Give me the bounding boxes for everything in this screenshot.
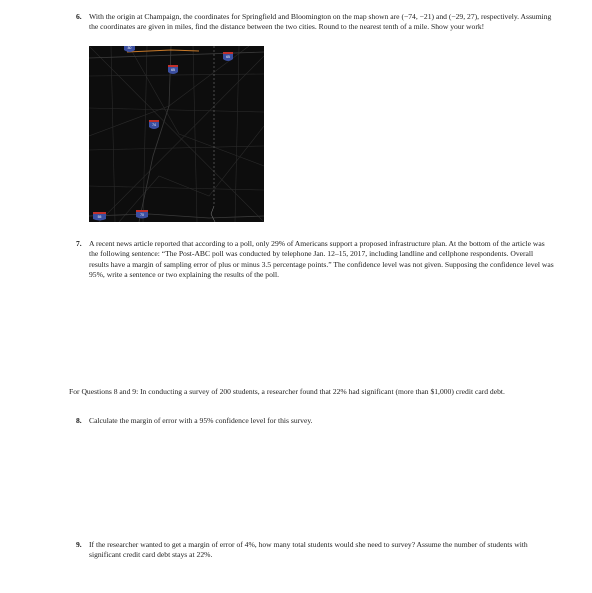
- question-7-text: A recent news article reported that according to a poll, only 29% of Americans support a proposed infrastructure plan. At the bottom of the article was the following sentence: “The Post-ABC poll was conducted by telephone Jan. 12–15, 2017, including landline and cellphone respondents. Overall results have a margin of sampling error of plus or minus 3.5 percentage points.” The confidence level was not given. Supposing the confidence level was 95%, write a sentence or two explaining the results of the poll.: [89, 239, 554, 280]
- question-9: [76, 540, 556, 561]
- question-8: [76, 416, 556, 426]
- shield-65-b: [223, 52, 233, 61]
- svg-text:70: 70: [140, 213, 144, 217]
- question-6: [76, 12, 558, 33]
- shield-65-a: [168, 65, 178, 74]
- question-7: [76, 239, 554, 281]
- svg-text:74: 74: [152, 123, 156, 127]
- map-image: [89, 46, 264, 222]
- svg-text:55: 55: [97, 215, 102, 219]
- map-graphic: [89, 46, 264, 222]
- question-9-number: 9.: [76, 540, 82, 549]
- shield-55: [93, 212, 106, 221]
- shield-70: [136, 210, 148, 219]
- svg-text:65: 65: [226, 55, 230, 59]
- shield-74: [149, 120, 159, 129]
- questions-8-9-intro: For Questions 8 and 9: In conducting a survey of 200 students, a researcher found that 22% had significant (more than $1,000) credit card debt.: [69, 387, 505, 396]
- svg-text:65: 65: [171, 68, 175, 72]
- question-6-text: With the origin at Champaign, the coordinates for Springfield and Bloomington on the map shown are (−74, −21) and (−29, 27), respectively. Assuming the coordinates are given in miles, find the distance between the two cities. Round to the nearest tenth of a mile. Show your work!: [89, 12, 552, 32]
- question-6-number: 6.: [76, 12, 82, 21]
- question-7-number: 7.: [76, 239, 82, 248]
- question-8-number: 8.: [76, 416, 82, 425]
- question-8-text: Calculate the margin of error with a 95% confidence level for this survey.: [89, 416, 313, 425]
- svg-text:80: 80: [127, 46, 132, 50]
- question-9-text: If the researcher wanted to get a margin of error of 4%, how many total students would she need to survey? Assume the number of students with significant credit card debt stays at 22%.: [89, 540, 528, 560]
